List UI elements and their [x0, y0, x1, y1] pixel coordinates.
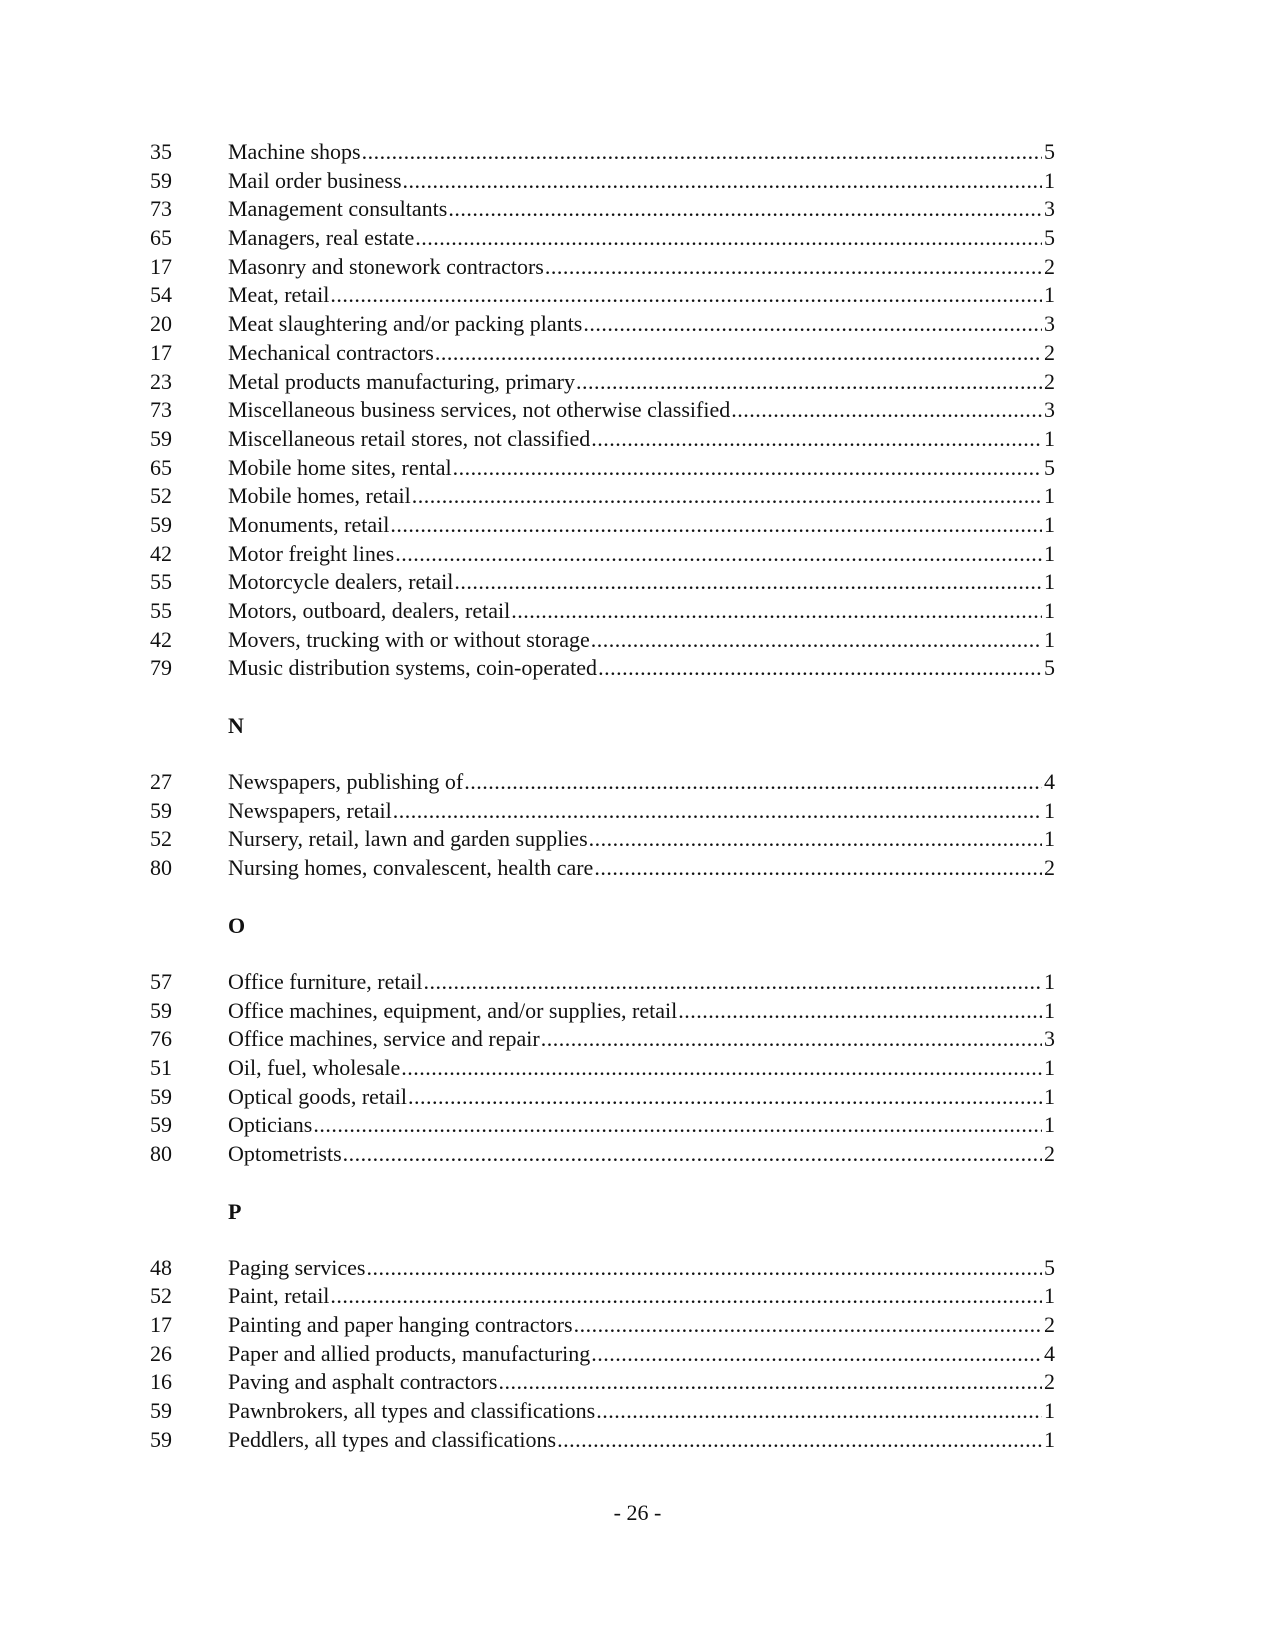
- entry-value: 2: [1044, 855, 1055, 881]
- entry-value: 1: [1044, 626, 1055, 652]
- entry-code: 59: [150, 997, 172, 1023]
- entry-value: 1: [1044, 1426, 1055, 1452]
- dot-leader: [395, 540, 1042, 569]
- dot-leader: [498, 1368, 1042, 1397]
- index-entry-row: [150, 310, 1055, 339]
- index-entry-row: [150, 768, 1055, 797]
- entry-description: Paving and asphalt contractors: [228, 1369, 498, 1395]
- entry-code: 59: [150, 1112, 172, 1138]
- dot-leader: [731, 396, 1042, 425]
- page-number: - 26 -: [613, 1500, 662, 1525]
- entry-description: Painting and paper hanging contractors: [228, 1312, 573, 1337]
- entry-value: 1: [1044, 1054, 1055, 1080]
- entry-code: 51: [150, 1054, 172, 1080]
- entry-code: 16: [150, 1369, 172, 1395]
- dot-leader: [511, 597, 1042, 626]
- entry-code: 55: [150, 569, 172, 595]
- index-entry-row: [150, 1111, 1055, 1140]
- entry-value: 5: [1044, 1254, 1055, 1280]
- entry-description: Pawnbrokers, all types and classifications: [228, 1398, 596, 1424]
- index-entry-row: [150, 854, 1055, 883]
- entry-description: Meat, retail: [228, 282, 330, 308]
- entry-value: 2: [1044, 339, 1055, 365]
- dot-leader: [330, 281, 1042, 310]
- index-entry-row: [150, 1140, 1055, 1169]
- entry-code: 42: [150, 540, 172, 566]
- entry-code: 57: [150, 968, 172, 994]
- section-letter-heading: N: [228, 713, 244, 739]
- dot-leader: [343, 1140, 1042, 1169]
- index-entry-row: [150, 540, 1055, 569]
- entry-value: 1: [1044, 826, 1055, 852]
- entry-value: 2: [1044, 368, 1055, 394]
- entry-description: Music distribution systems, coin-operated: [228, 655, 598, 681]
- index-entry-row: [150, 281, 1055, 310]
- index-entry-row: [150, 597, 1055, 626]
- entry-description: Motor freight lines: [228, 540, 395, 566]
- index-entry-row: [150, 626, 1055, 655]
- entry-code: 65: [150, 225, 172, 251]
- entry-description: Management consultants: [228, 196, 448, 222]
- entry-description: Office machines, service and repair: [228, 1026, 540, 1052]
- entry-description: Miscellaneous business services, not otherwise classified: [228, 397, 731, 423]
- index-entry-row: [150, 368, 1055, 397]
- entry-value: 2: [1044, 1312, 1055, 1337]
- entry-value: 1: [1044, 997, 1055, 1023]
- entry-value: 5: [1044, 139, 1055, 164]
- dot-leader: [591, 1340, 1042, 1369]
- entry-description: Monuments, retail: [228, 511, 390, 537]
- index-entry-row: [150, 253, 1055, 282]
- entry-description: Oil, fuel, wholesale: [228, 1054, 401, 1080]
- index-section: [150, 138, 1055, 683]
- index-entry-row: [150, 167, 1055, 196]
- index-section: [150, 911, 1055, 1169]
- entry-value: 1: [1044, 540, 1055, 566]
- index-section: [150, 1197, 1055, 1455]
- entry-value: 1: [1044, 598, 1055, 623]
- entry-description: Optometrists: [228, 1140, 342, 1166]
- entry-value: 5: [1044, 454, 1055, 480]
- entry-code: 59: [150, 167, 172, 193]
- entry-code: 42: [150, 626, 172, 652]
- entry-code: 17: [150, 1312, 172, 1337]
- dot-leader: [313, 1111, 1042, 1140]
- index-entry-row: [150, 654, 1055, 683]
- dot-leader: [401, 1054, 1042, 1083]
- index-entry-row: [150, 968, 1055, 997]
- entry-description: Paint, retail: [228, 1283, 330, 1309]
- dot-leader: [362, 138, 1042, 167]
- entry-description: Mobile homes, retail: [228, 483, 411, 509]
- dot-leader: [330, 1282, 1042, 1311]
- entry-code: 54: [150, 282, 172, 308]
- entry-code: 79: [150, 655, 172, 681]
- entry-code: 20: [150, 311, 172, 337]
- dot-leader: [594, 854, 1042, 883]
- index-entry-row: [150, 997, 1055, 1026]
- entry-value: 1: [1044, 968, 1055, 994]
- entry-value: 2: [1044, 253, 1055, 279]
- entry-code: 59: [150, 511, 172, 537]
- section-letter-heading: P: [228, 1198, 242, 1224]
- entry-code: 80: [150, 855, 172, 881]
- entry-description: Paper and allied products, manufacturing: [228, 1340, 591, 1366]
- entry-value: 1: [1044, 167, 1055, 193]
- dot-leader: [678, 997, 1042, 1026]
- index-entry-row: [150, 1426, 1055, 1455]
- entry-code: 59: [150, 425, 172, 451]
- dot-leader: [557, 1426, 1042, 1455]
- entry-value: 1: [1044, 425, 1055, 451]
- entry-value: 1: [1044, 797, 1055, 823]
- entry-code: 23: [150, 368, 172, 394]
- index-entry-row: [150, 454, 1055, 483]
- index-entry-row: [150, 825, 1055, 854]
- entry-description: Motorcycle dealers, retail: [228, 569, 454, 595]
- entry-description: Newspapers, retail: [228, 797, 392, 823]
- entry-value: 1: [1044, 282, 1055, 308]
- entry-code: 48: [150, 1254, 172, 1280]
- entry-description: Mechanical contractors: [228, 339, 434, 365]
- dot-leader: [545, 253, 1042, 282]
- dot-leader: [464, 768, 1042, 797]
- entry-description: Opticians: [228, 1112, 313, 1138]
- entry-code: 35: [150, 139, 172, 164]
- section-letter-heading: O: [228, 912, 246, 938]
- entry-value: 1: [1044, 1083, 1055, 1109]
- entry-value: 4: [1044, 1340, 1055, 1366]
- entry-code: 59: [150, 1426, 172, 1452]
- index-entry-row: [150, 425, 1055, 454]
- entry-value: 1: [1044, 1283, 1055, 1309]
- index-entry-row: [150, 1083, 1055, 1112]
- entry-code: 52: [150, 826, 172, 852]
- dot-leader: [453, 454, 1042, 483]
- entry-value: 1: [1044, 1398, 1055, 1424]
- dot-leader: [423, 968, 1042, 997]
- entry-description: Movers, trucking with or without storage: [228, 626, 590, 652]
- index-entry-row: [150, 797, 1055, 826]
- entry-value: 2: [1044, 1369, 1055, 1395]
- entry-value: 4: [1044, 769, 1055, 795]
- index-entry-row: [150, 568, 1055, 597]
- dot-leader: [583, 310, 1042, 339]
- entry-value: 1: [1044, 1112, 1055, 1138]
- entry-value: 1: [1044, 569, 1055, 595]
- index-entry-row: [150, 1025, 1055, 1054]
- index-entry-row: [150, 1054, 1055, 1083]
- entry-code: 59: [150, 797, 172, 823]
- entry-description: Optical goods, retail: [228, 1083, 408, 1109]
- entry-description: Mail order business: [228, 167, 402, 193]
- entry-code: 73: [150, 196, 172, 222]
- dot-leader: [574, 1311, 1042, 1340]
- index-entry-row: [150, 482, 1055, 511]
- index-entry-row: [150, 1311, 1055, 1340]
- entry-code: 76: [150, 1026, 172, 1052]
- entry-code: 73: [150, 397, 172, 423]
- index-listing: [150, 138, 1055, 1454]
- index-entry-row: [150, 1340, 1055, 1369]
- index-entry-row: [150, 138, 1055, 167]
- dot-leader: [591, 425, 1042, 454]
- entry-value: 1: [1044, 511, 1055, 537]
- dot-leader: [435, 339, 1042, 368]
- dot-leader: [412, 482, 1042, 511]
- entry-value: 3: [1044, 196, 1055, 222]
- entry-value: 3: [1044, 397, 1055, 423]
- entry-description: Metal products manufacturing, primary: [228, 368, 576, 394]
- entry-value: 1: [1044, 483, 1055, 509]
- entry-description: Nursing homes, convalescent, health care: [228, 855, 594, 881]
- dot-leader: [448, 195, 1042, 224]
- index-entry-row: [150, 396, 1055, 425]
- dot-leader: [591, 626, 1042, 655]
- entry-value: 5: [1044, 225, 1055, 251]
- entry-value: 3: [1044, 1026, 1055, 1052]
- dot-leader: [598, 654, 1042, 683]
- entry-code: 52: [150, 483, 172, 509]
- entry-description: Managers, real estate: [228, 225, 415, 251]
- dot-leader: [408, 1083, 1042, 1112]
- index-entry-row: [150, 224, 1055, 253]
- entry-code: 59: [150, 1083, 172, 1109]
- dot-leader: [589, 825, 1042, 854]
- index-entry-row: [150, 195, 1055, 224]
- entry-description: Mobile home sites, rental: [228, 454, 452, 480]
- entry-description: Nursery, retail, lawn and garden supplies: [228, 826, 588, 852]
- entry-description: Machine shops: [228, 139, 361, 164]
- entry-description: Newspapers, publishing of: [228, 769, 464, 795]
- index-section: [150, 711, 1055, 883]
- index-entry-row: [150, 339, 1055, 368]
- dot-leader: [576, 368, 1042, 397]
- entry-code: 80: [150, 1140, 172, 1166]
- entry-description: Office machines, equipment, and/or supplies, retail: [228, 997, 678, 1023]
- entry-description: Motors, outboard, dealers, retail: [228, 598, 511, 623]
- entry-description: Masonry and stonework contractors: [228, 253, 544, 279]
- entry-description: Meat slaughtering and/or packing plants: [228, 311, 583, 337]
- entry-value: 5: [1044, 655, 1055, 681]
- entry-code: 26: [150, 1340, 172, 1366]
- index-entry-row: [150, 1282, 1055, 1311]
- entry-code: 59: [150, 1398, 172, 1424]
- entry-code: 55: [150, 598, 172, 623]
- entry-description: Peddlers, all types and classifications: [228, 1426, 557, 1452]
- dot-leader: [393, 797, 1042, 826]
- dot-leader: [415, 224, 1042, 253]
- dot-leader: [541, 1025, 1042, 1054]
- dot-leader: [390, 511, 1042, 540]
- index-entry-row: [150, 1254, 1055, 1283]
- entry-value: 2: [1044, 1140, 1055, 1166]
- dot-leader: [454, 568, 1042, 597]
- entry-code: 65: [150, 454, 172, 480]
- dot-leader: [403, 167, 1042, 196]
- index-entry-row: [150, 1397, 1055, 1426]
- entry-description: Office furniture, retail: [228, 968, 423, 994]
- entry-description: Paging services: [228, 1254, 366, 1280]
- entry-code: 17: [150, 339, 172, 365]
- index-entry-row: [150, 511, 1055, 540]
- entry-code: 17: [150, 253, 172, 279]
- entry-description: Miscellaneous retail stores, not classified: [228, 425, 591, 451]
- entry-value: 3: [1044, 311, 1055, 337]
- index-entry-row: [150, 1368, 1055, 1397]
- entry-code: 27: [150, 769, 172, 795]
- dot-leader: [366, 1254, 1042, 1283]
- entry-code: 52: [150, 1283, 172, 1309]
- dot-leader: [596, 1397, 1042, 1426]
